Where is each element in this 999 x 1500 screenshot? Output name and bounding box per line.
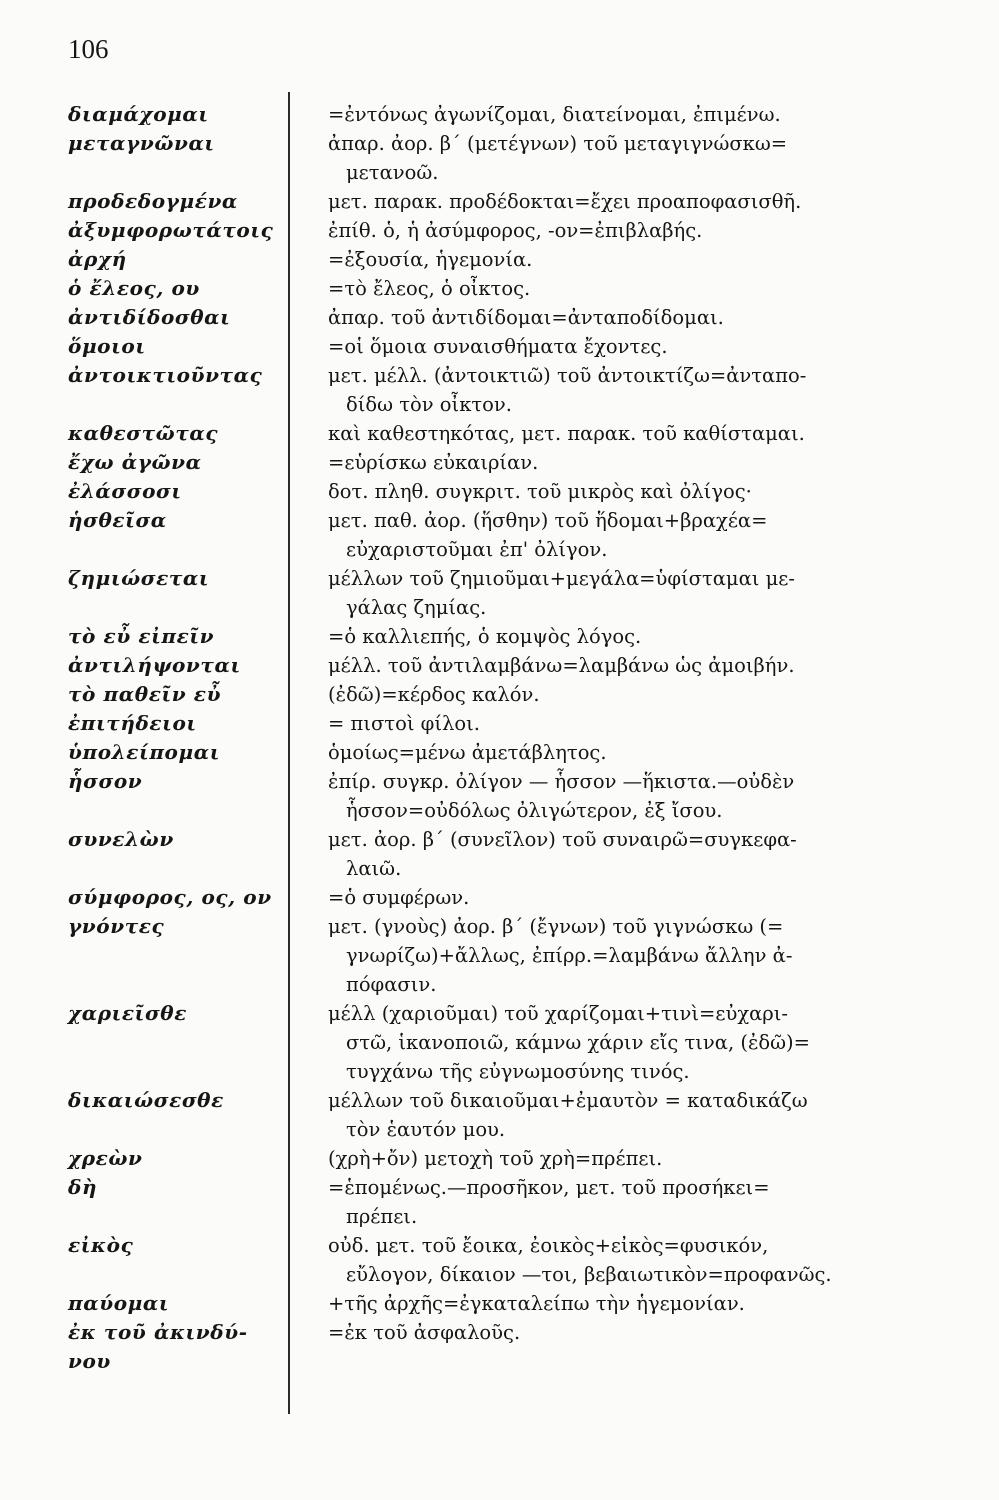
headword: ἐλάσσοσι — [68, 479, 182, 503]
gloss-line: μέλλ (χαριοῦμαι) τοῦ χαρίζομαι+τινὶ=εὐχαρι- — [328, 1002, 789, 1025]
gloss — [328, 825, 948, 883]
gloss — [328, 738, 948, 767]
gloss — [328, 303, 948, 332]
gloss — [328, 1318, 948, 1376]
gloss-line: εὔλογον, δίκαιον —τοι, βεβαιωτικὸν=προφανῶς. — [346, 1263, 832, 1286]
glossary-entry — [0, 883, 999, 912]
gloss — [328, 245, 948, 274]
glossary-entry — [0, 1086, 999, 1144]
gloss — [328, 999, 948, 1086]
gloss-line: (ἐδῶ)=κέρδος καλόν. — [328, 683, 540, 706]
headword: ὁ ἔλεος, ου — [68, 276, 200, 300]
headword: χαριεῖσθε — [68, 1001, 188, 1025]
glossary-entry — [0, 912, 999, 999]
gloss — [328, 1289, 948, 1318]
gloss — [328, 477, 948, 506]
glossary-entry — [0, 100, 999, 129]
glossary-entry — [0, 825, 999, 883]
gloss — [328, 1231, 948, 1289]
glossary-entry — [0, 767, 999, 825]
headword: δὴ — [68, 1175, 98, 1199]
glossary-entry — [0, 738, 999, 767]
glossary-entry — [0, 651, 999, 680]
glossary-entry — [0, 999, 999, 1086]
glossary-entry — [0, 1144, 999, 1173]
gloss — [328, 274, 948, 303]
glossary-entry — [0, 1289, 999, 1318]
glossary-entry — [0, 303, 999, 332]
gloss — [328, 622, 948, 651]
gloss-line: μετ. παθ. ἀορ. (ἥσθην) τοῦ ἥδομαι+βραχέα= — [328, 509, 768, 532]
glossary-entry — [0, 361, 999, 419]
gloss-line: =ἐντόνως ἀγωνίζομαι, διατείνομαι, ἐπιμένω. — [328, 103, 781, 126]
headword: ἀρχή — [68, 247, 127, 271]
glossary-entry — [0, 419, 999, 448]
gloss-line: ἧσσον=οὐδόλως ὀλιγώτερον, ἐξ ἴσου. — [346, 799, 723, 822]
gloss — [328, 448, 948, 477]
gloss-line: =ἑπομένως.—προσῆκον, μετ. τοῦ προσήκει= — [328, 1176, 770, 1199]
glossary-entry — [0, 1318, 999, 1376]
gloss-line: =τὸ ἔλεος, ὁ οἶκτος. — [328, 277, 531, 300]
headword: διαμάχομαι — [68, 102, 209, 126]
gloss — [328, 419, 948, 448]
headword: τὸ εὖ εἰπεῖν — [68, 624, 215, 648]
gloss-line — [328, 1347, 948, 1376]
gloss-line: μετ. ἀορ. β΄ (συνεῖλον) τοῦ συναιρῶ=συγκεφα- — [328, 828, 797, 851]
gloss-line: τυγχάνω τῆς εὐγνωμοσύνης τινός. — [346, 1060, 690, 1083]
gloss-line: μέλλων τοῦ δικαιοῦμαι+ἐμαυτὸν = καταδικάζω — [328, 1089, 808, 1112]
gloss-line: εὐχαριστοῦμαι ἐπ' ὀλίγον. — [346, 538, 608, 561]
glossary-entry — [0, 187, 999, 216]
gloss — [328, 216, 948, 245]
glossary-entry — [0, 274, 999, 303]
gloss-line: +τῆς ἀρχῆς=ἐγκαταλείπω τὴν ἡγεμονίαν. — [328, 1292, 745, 1315]
gloss-line: =ὁ καλλιεπής, ὁ κομψὸς λόγος. — [328, 625, 642, 648]
glossary-entry — [0, 506, 999, 564]
gloss-line: = πιστοὶ φίλοι. — [328, 712, 480, 735]
gloss — [328, 1173, 948, 1231]
glossary-entry — [0, 245, 999, 274]
headword: ἔχω ἀγῶνα — [68, 450, 202, 474]
glossary-entry — [0, 1173, 999, 1231]
gloss — [328, 332, 948, 361]
headword: ζημιώσεται — [68, 566, 210, 590]
glossary-entry — [0, 564, 999, 622]
gloss — [328, 912, 948, 999]
headword: ἧσσον — [68, 769, 143, 793]
gloss-line: μέλλων τοῦ ζημιοῦμαι+μεγάλα=ὑφίσταμαι με- — [328, 567, 795, 590]
gloss-line: πρέπει. — [346, 1205, 418, 1228]
gloss-line: =εὑρίσκω εὐκαιρίαν. — [328, 451, 539, 474]
gloss — [328, 564, 948, 622]
gloss — [328, 129, 948, 187]
gloss-line: μετ. μέλλ. (ἀντοικτιῶ) τοῦ ἀντοικτίζω=ἀνταπο- — [328, 364, 807, 387]
glossary-entry — [0, 477, 999, 506]
gloss-line: γνωρίζω)+ἄλλως, ἐπίρρ.=λαμβάνω ἄλλην ἀ- — [346, 944, 793, 967]
gloss — [328, 883, 948, 912]
headword: τὸ παθεῖν εὖ — [68, 682, 222, 706]
gloss-line: =οἱ ὅμοια συναισθήματα ἔχοντες. — [328, 335, 668, 358]
headword: ἐπιτήδειοι — [68, 711, 197, 735]
gloss-line: στῶ, ἱκανοποιῶ, κάμνω χάριν εἴς τινα, (ἐδῶ)= — [346, 1031, 811, 1054]
gloss-line: καὶ καθεστηκότας, μετ. παρακ. τοῦ καθίσταμαι. — [328, 422, 805, 445]
headword: γνόντες — [68, 914, 165, 938]
gloss-line: =ἐξουσία, ἡγεμονία. — [328, 248, 533, 271]
headword: ἀξυμφορωτάτοις — [68, 218, 274, 242]
glossary-entry — [0, 448, 999, 477]
gloss — [328, 100, 948, 129]
glossary-entries — [0, 100, 999, 1376]
gloss — [328, 1086, 948, 1144]
glossary-entry — [0, 1231, 999, 1289]
gloss-line: μετ. (γνοὺς) ἀορ. β΄ (ἔγνων) τοῦ γιγνώσκω (= — [328, 915, 784, 938]
gloss — [328, 187, 948, 216]
headword: ἐκ τοῦ ἀκινδύ- νου — [68, 1320, 248, 1373]
gloss — [328, 506, 948, 564]
headword: χρεὼν — [68, 1146, 143, 1170]
gloss-line: =ἐκ τοῦ ἀσφαλοῦς. — [328, 1321, 521, 1344]
headword: συνελὼν — [68, 827, 174, 851]
headword: σύμφορος, ος, ον — [68, 885, 272, 909]
headword: ὑπολείπομαι — [68, 740, 221, 764]
gloss-line: μετανοῶ. — [346, 161, 439, 184]
headword: παύομαι — [68, 1291, 170, 1315]
gloss — [328, 651, 948, 680]
gloss-line: ἐπίρ. συγκρ. ὀλίγον — ἧσσον —ἥκιστα.—οὐδὲν — [328, 770, 795, 793]
glossary-entry — [0, 332, 999, 361]
gloss — [328, 709, 948, 738]
gloss-line: γάλας ζημίας. — [346, 596, 487, 619]
gloss-line: δοτ. πληθ. συγκριτ. τοῦ μικρὸς καὶ ὀλίγος· — [328, 480, 752, 503]
gloss-line: μέλλ. τοῦ ἀντιλαμβάνω=λαμβάνω ὡς ἀμοιβήν. — [328, 654, 795, 677]
gloss-line: =ὁ συμφέρων. — [328, 886, 470, 909]
headword: ὅμοιοι — [68, 334, 146, 358]
gloss-line: τὸν ἑαυτόν μου. — [346, 1118, 506, 1141]
gloss-line: ἀπαρ. ἀορ. β΄ (μετέγνων) τοῦ μεταγιγνώσκω= — [328, 132, 788, 155]
glossary-entry — [0, 216, 999, 245]
gloss-line: δίδω τὸν οἶκτον. — [346, 393, 512, 416]
headword: ἀντιδίδοσθαι — [68, 305, 231, 329]
gloss-line: (χρὴ+ὄν) μετοχὴ τοῦ χρὴ=πρέπει. — [328, 1147, 663, 1170]
headword: ἀντιλήψονται — [68, 653, 241, 677]
gloss-line: λαιῶ. — [346, 857, 402, 880]
headword: ἀντοικτιοῦντας — [68, 363, 263, 387]
gloss — [328, 767, 948, 825]
gloss-line: μετ. παρακ. προδέδοκται=ἔχει προαποφασισθῆ. — [328, 190, 802, 213]
glossary-entry — [0, 709, 999, 738]
page-number: 106 — [68, 34, 109, 64]
gloss — [328, 680, 948, 709]
gloss-line: ἐπίθ. ὁ, ἡ ἀσύμφορος, -ον=ἐπιβλαβής. — [328, 219, 703, 242]
gloss — [328, 361, 948, 419]
headword: μεταγνῶναι — [68, 131, 215, 155]
gloss-line: ἀπαρ. τοῦ ἀντιδίδομαι=ἀνταποδίδομαι. — [328, 306, 724, 329]
headword: εἰκὸς — [68, 1233, 134, 1257]
headword: καθεστῶτας — [68, 421, 219, 445]
glossary-entry — [0, 622, 999, 651]
headword: δικαιώσεσθε — [68, 1088, 224, 1112]
glossary-entry — [0, 680, 999, 709]
gloss-line: ὁμοίως=μένω ἀμετάβλητος. — [328, 741, 607, 764]
gloss — [328, 1144, 948, 1173]
headword: προδεδογμένα — [68, 189, 238, 213]
gloss-line: οὐδ. μετ. τοῦ ἔοικα, ἐοικὸς+εἰκὸς=φυσικόν, — [328, 1234, 769, 1257]
gloss-line: πόφασιν. — [346, 973, 437, 996]
headword: ἡσθεῖσα — [68, 508, 167, 532]
glossary-entry — [0, 129, 999, 187]
